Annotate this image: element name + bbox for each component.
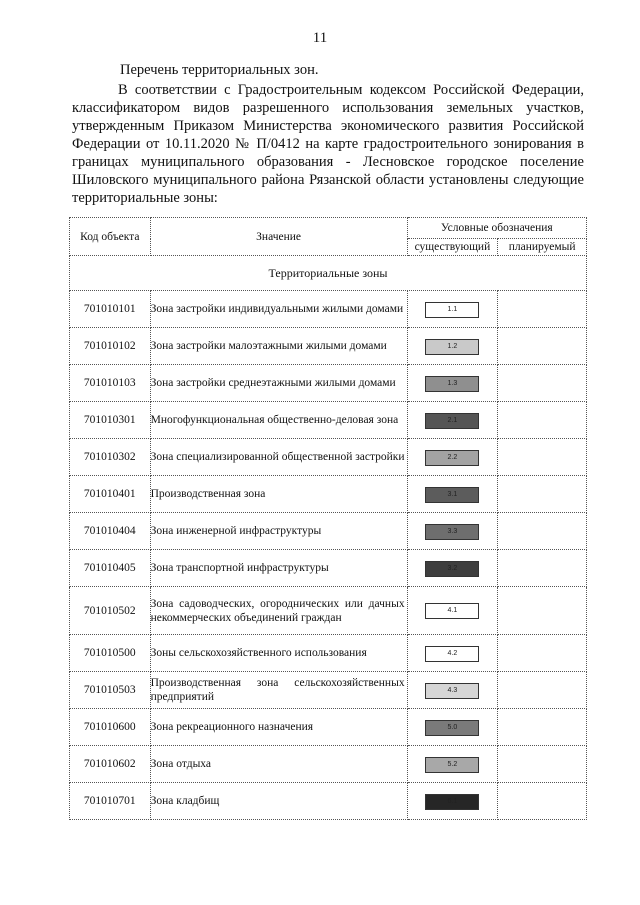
planned-legend-cell (498, 439, 587, 476)
zone-name: Зона рекреационного назначения (150, 721, 314, 733)
zone-name: Зона садоводческих, огороднических или дачных некоммерческих объединений граждан (150, 597, 405, 624)
planned-legend-cell (498, 783, 587, 820)
planned-legend-cell (498, 746, 587, 783)
legend-swatch: 4.3 (425, 683, 479, 699)
zone-code: 701010600 (70, 709, 151, 746)
zone-name-cell (150, 439, 407, 476)
header-planned: планируемый (498, 239, 587, 256)
zone-name-cell (150, 550, 407, 587)
table-row (70, 476, 587, 513)
planned-legend-cell (498, 365, 587, 402)
existing-legend-cell (407, 402, 498, 439)
legend-swatch: 1.2 (425, 339, 479, 355)
zone-name-cell (150, 672, 407, 709)
legend-swatch: 3.2 (425, 561, 479, 577)
existing-legend-cell (407, 513, 498, 550)
zone-name-cell (150, 291, 407, 328)
zone-name: Производственная зона (150, 488, 266, 500)
header-code: Код объекта (70, 218, 151, 256)
zones-table (69, 217, 587, 820)
zone-name-cell (150, 746, 407, 783)
legend-swatch: 4.2 (425, 646, 479, 662)
table-row (70, 513, 587, 550)
existing-legend-cell (407, 783, 498, 820)
legend-swatch: 3.3 (425, 524, 479, 540)
zone-name: Зона застройки среднеэтажными жилыми домами (150, 377, 396, 389)
header-existing: существующий (407, 239, 498, 256)
existing-legend-cell (407, 587, 498, 635)
existing-legend-cell (407, 476, 498, 513)
zone-name: Зоны сельскохозяйственного использования (150, 647, 367, 659)
zone-name: Многофункциональная общественно-деловая зона (150, 414, 399, 426)
existing-legend-cell (407, 746, 498, 783)
table-row (70, 587, 587, 635)
table-row (70, 550, 587, 587)
table-row (70, 365, 587, 402)
legend-swatch: 5.2 (425, 757, 479, 773)
zone-name: Зона инженерной инфраструктуры (150, 525, 322, 537)
legend-swatch: 3.1 (425, 487, 479, 503)
legend-swatch: 2.2 (425, 450, 479, 466)
legend-swatch: 1.1 (425, 302, 479, 318)
section-title: Территориальные зоны (70, 256, 587, 291)
existing-legend-cell (407, 365, 498, 402)
legend-swatch: 2.1 (425, 413, 479, 429)
existing-legend-cell (407, 291, 498, 328)
zone-code: 701010302 (70, 439, 151, 476)
planned-legend-cell (498, 402, 587, 439)
planned-legend-cell (498, 476, 587, 513)
existing-legend-cell (407, 439, 498, 476)
planned-legend-cell (498, 550, 587, 587)
zone-name-cell (150, 513, 407, 550)
page-number: 11 (312, 30, 328, 46)
table-row (70, 635, 587, 672)
zone-code: 701010701 (70, 783, 151, 820)
table-row (70, 783, 587, 820)
zone-name: Зона застройки индивидуальными жилыми домами (150, 303, 404, 315)
zone-name: Производственная зона сельскохозяйственных предприятий (150, 677, 405, 703)
planned-legend-cell (498, 672, 587, 709)
zone-name-cell (150, 783, 407, 820)
zone-code: 701010502 (70, 587, 151, 635)
legend-swatch: 1.3 (425, 376, 479, 392)
zone-code: 701010401 (70, 476, 151, 513)
table-row (70, 439, 587, 476)
planned-legend-cell (498, 513, 587, 550)
header-legend: Условные обозначения (407, 218, 586, 239)
planned-legend-cell (498, 709, 587, 746)
existing-legend-cell (407, 672, 498, 709)
zone-name: Зона застройки малоэтажными жилыми домами (150, 340, 387, 352)
existing-legend-cell (407, 709, 498, 746)
zone-name-cell (150, 587, 407, 635)
table-row (70, 672, 587, 709)
zone-code: 701010102 (70, 328, 151, 365)
zone-code: 701010103 (70, 365, 151, 402)
planned-legend-cell (498, 635, 587, 672)
table-row (70, 746, 587, 783)
zone-code: 701010404 (70, 513, 151, 550)
zone-code: 701010503 (70, 672, 151, 709)
zone-code: 701010301 (70, 402, 151, 439)
zone-code: 701010101 (70, 291, 151, 328)
zone-name-cell (150, 328, 407, 365)
header-name: Значение (150, 218, 407, 256)
zone-code: 701010602 (70, 746, 151, 783)
zone-code: 701010500 (70, 635, 151, 672)
zone-name: Зона отдыха (150, 758, 212, 770)
legend-swatch: 6.1 (425, 794, 479, 810)
intro-paragraph: В соответствии с Градостроительным кодексом Российской Федерации, классификатором видов разрешенного использования земельных участков, утвержденным Приказом Министерства экономического развития Российской Федерации от 10.11.2020 № П/0412 на карте градостроительного зонирования в границах муниципального образования - Лесновское городское поселение Шиловского муниципального района Рязанской области установлены следующие территориальные зоны: (72, 82, 584, 206)
zone-name-cell (150, 635, 407, 672)
existing-legend-cell (407, 635, 498, 672)
zone-name-cell (150, 476, 407, 513)
planned-legend-cell (498, 328, 587, 365)
table-row (70, 291, 587, 328)
table-row (70, 328, 587, 365)
planned-legend-cell (498, 291, 587, 328)
existing-legend-cell (407, 550, 498, 587)
zone-name: Зона кладбищ (150, 795, 220, 807)
zone-name-cell (150, 709, 407, 746)
zone-name-cell (150, 365, 407, 402)
section-heading: Перечень территориальных зон. (120, 62, 319, 78)
zone-code: 701010405 (70, 550, 151, 587)
zone-name: Зона специализированной общественной застройки (150, 451, 405, 463)
legend-swatch: 5.0 (425, 720, 479, 736)
planned-legend-cell (498, 587, 587, 635)
existing-legend-cell (407, 328, 498, 365)
zone-name-cell (150, 402, 407, 439)
zone-name: Зона транспортной инфраструктуры (150, 562, 329, 574)
legend-swatch: 4.1 (425, 603, 479, 619)
table-row (70, 402, 587, 439)
table-row (70, 709, 587, 746)
